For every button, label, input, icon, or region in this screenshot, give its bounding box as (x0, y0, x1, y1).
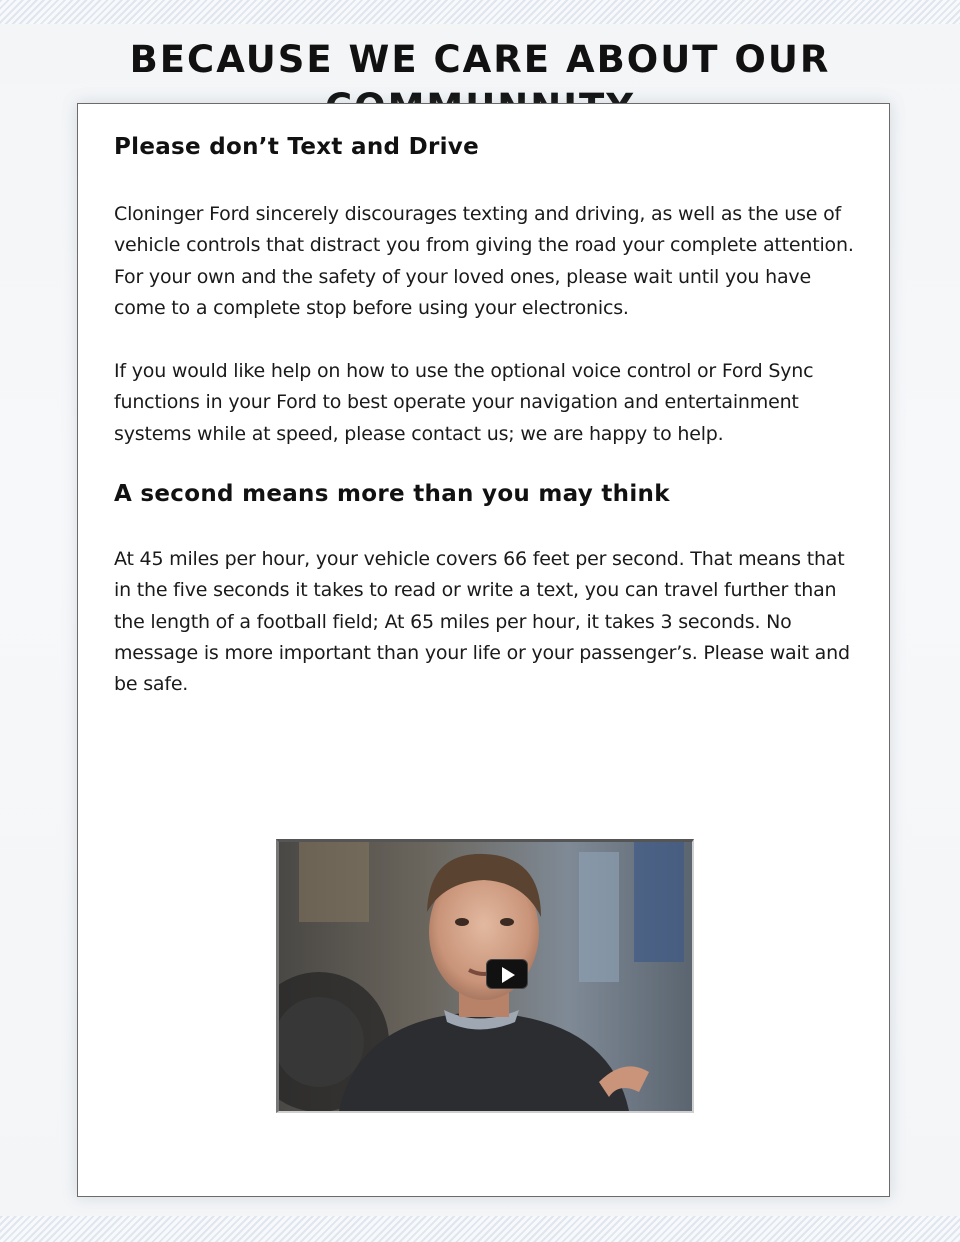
paragraph-speed-facts: At 45 miles per hour, your vehicle covers 66 feet per second. That means that in the five seconds it takes to read or write a text, you can travel further than the length of a football field; At 65 miles per hour, it takes 3 seconds. No message is more important than your life or your passenger’s. Please wait and be safe. (114, 548, 850, 696)
section-heading-second: A second means more than you may think (114, 481, 670, 507)
paragraph-voice-control-help: If you would like help on how to use the optional voice control or Ford Sync functions in your Ford to best operate your navigation and entertainment systems while at speed, please contact us; we are happy to help. (114, 360, 814, 445)
play-button[interactable] (486, 959, 528, 989)
section-heading-texting: Please don’t Text and Drive (114, 134, 479, 160)
video-player[interactable] (276, 839, 694, 1113)
paragraph-texting-intro: Cloninger Ford sincerely discourages texting and driving, as well as the use of vehicle controls that distract you from giving the road your complete attention. For your own and the safety of your loved ones, please wait until you have come to a complete stop before using your electronics. (114, 203, 854, 319)
content-card (77, 103, 890, 1197)
play-icon (502, 967, 515, 983)
page-title: BECAUSE WE CARE ABOUT OUR (129, 38, 831, 81)
